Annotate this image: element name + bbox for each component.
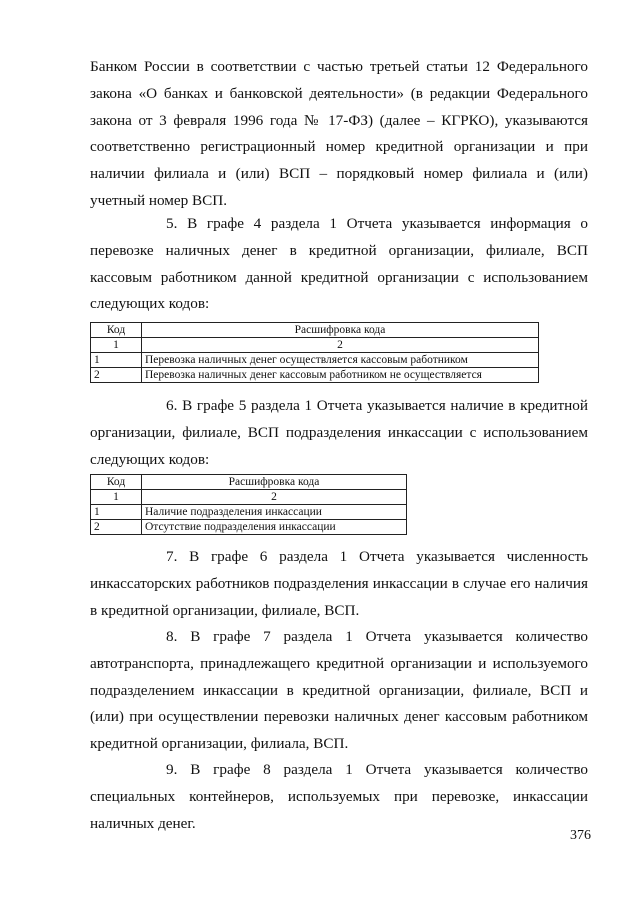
column-number: 2 <box>142 338 539 353</box>
paragraph-5-number: 5. <box>166 215 178 232</box>
table-header-row <box>91 323 539 338</box>
paragraph-7-number: 7. <box>166 548 178 565</box>
paragraph-5 <box>90 211 588 318</box>
header-description: Расшифровка кода <box>142 323 539 338</box>
paragraph-6-number: 6. <box>166 397 178 414</box>
codes-table-2 <box>90 474 407 535</box>
table-row <box>91 368 539 383</box>
paragraph-9-text: В графе 8 раздела 1 Отчета указывается количество специальных контейнеров, используемых при перевозке, инкассации наличных денег. <box>90 761 588 832</box>
header-code: Код <box>91 323 142 338</box>
paragraph-7 <box>90 544 588 624</box>
column-number: 1 <box>91 338 142 353</box>
paragraph-5-text: В графе 4 раздела 1 Отчета указывается информация о перевозке наличных денег в кредитной организации, филиале, ВСП кассовым работником данной кредитной организации с использованием следующих кодов: <box>90 215 589 313</box>
description-cell: Перевозка наличных денег осуществляется кассовым работником <box>142 353 539 368</box>
paragraph-9-number: 9. <box>166 761 178 778</box>
paragraph-9 <box>90 757 588 837</box>
codes-table-1 <box>90 322 539 383</box>
code-cell: 1 <box>91 353 142 368</box>
table-column-numbers-row <box>91 490 407 505</box>
code-cell: 2 <box>91 520 142 535</box>
paragraph-8 <box>90 624 588 758</box>
code-cell: 1 <box>91 505 142 520</box>
description-cell: Наличие подразделения инкассации <box>142 505 407 520</box>
table-row <box>91 353 539 368</box>
table-row <box>91 520 407 535</box>
table-header-row <box>91 475 407 490</box>
description-cell: Отсутствие подразделения инкассации <box>142 520 407 535</box>
description-cell: Перевозка наличных денег кассовым работником не осуществляется <box>142 368 539 383</box>
column-number: 1 <box>91 490 142 505</box>
header-description: Расшифровка кода <box>142 475 407 490</box>
table-column-numbers-row <box>91 338 539 353</box>
paragraph-6-text: В графе 5 раздела 1 Отчета указывается наличие в кредитной организации, филиале, ВСП подразделения инкассации с использованием следующих кодов: <box>90 397 588 468</box>
page-number: 376 <box>570 828 591 843</box>
paragraph-8-text: В графе 7 раздела 1 Отчета указывается количество автотранспорта, принадлежащего кредитной организации и используемого подразделением инкассации в кредитной организации, филиале, ВСП и (или) при осуществлении перевозки наличных денег кассовым работником кредитной организации, филиала, ВСП. <box>90 628 588 753</box>
paragraph-6 <box>90 393 588 473</box>
header-code: Код <box>91 475 142 490</box>
intro-paragraph: Банком России в соответствии с частью третьей статьи 12 Федерального закона «О банках и банковской деятельности» (в редакции Федерального закона от 3 февраля 1996 года № 17-ФЗ) (далее – КГРКО), указываются соответственно регистрационный номер кредитной организации и при наличии филиала и (или) ВСП – порядковый номер филиала и (или) учетный номер ВСП. <box>90 58 588 209</box>
table-row <box>91 505 407 520</box>
column-number: 2 <box>142 490 407 505</box>
paragraph-8-number: 8. <box>166 628 178 645</box>
paragraph-7-text: В графе 6 раздела 1 Отчета указывается численность инкассаторских работников подразделения инкассации в случае его наличия в кредитной организации, филиале, ВСП. <box>90 548 589 619</box>
code-cell: 2 <box>91 368 142 383</box>
